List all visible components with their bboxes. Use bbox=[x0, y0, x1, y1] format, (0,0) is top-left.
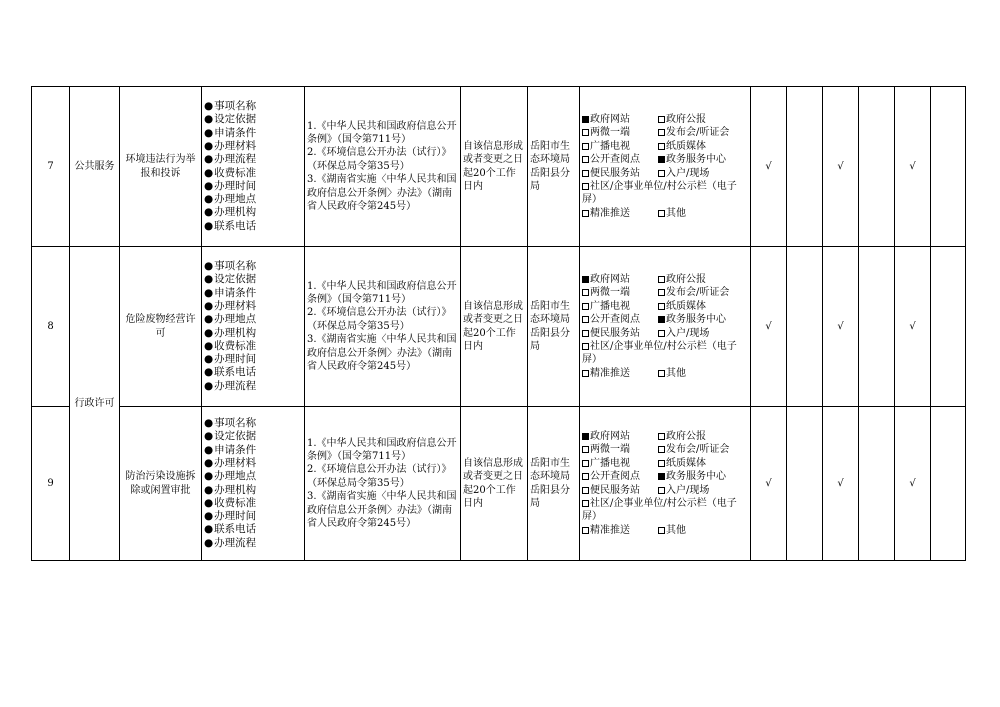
channel-label: 公开查阅点 bbox=[590, 471, 640, 483]
channel-row bbox=[582, 113, 748, 126]
check-cell: √ bbox=[751, 407, 787, 561]
table-row bbox=[32, 87, 966, 247]
element-list bbox=[204, 417, 302, 550]
empty-box-icon[interactable] bbox=[658, 370, 665, 377]
channel-label: 入户/现场 bbox=[666, 484, 710, 496]
element-item: ● 申请条件 bbox=[204, 127, 302, 140]
channel-label: 精准推送 bbox=[590, 367, 630, 379]
empty-box-icon[interactable] bbox=[582, 527, 589, 534]
disclosure-channels bbox=[580, 247, 751, 407]
channel-row bbox=[582, 207, 748, 220]
channel-label: 纸质媒体 bbox=[666, 457, 706, 469]
disclosure-subject: 岳阳市生态环境局岳阳县分局 bbox=[528, 407, 580, 561]
channel-label: 入户/现场 bbox=[666, 167, 710, 179]
channel-label: 广播电视 bbox=[590, 457, 630, 469]
check-cell: √ bbox=[751, 87, 787, 247]
channel-label: 其他 bbox=[666, 207, 686, 219]
channel-label: 纸质媒体 bbox=[666, 140, 706, 152]
channel-option[interactable] bbox=[658, 470, 726, 483]
element-item: ● 办理机构 bbox=[204, 206, 302, 219]
channel-label: 政府公报 bbox=[666, 273, 706, 285]
empty-box-icon[interactable] bbox=[582, 129, 589, 136]
element-item: ● 申请条件 bbox=[204, 287, 302, 300]
channel-option[interactable] bbox=[582, 140, 658, 153]
channel-option[interactable] bbox=[658, 484, 709, 497]
element-item: ● 办理材料 bbox=[204, 140, 302, 153]
channel-row bbox=[582, 430, 748, 443]
channel-row bbox=[582, 273, 748, 286]
empty-box-icon[interactable] bbox=[582, 330, 589, 337]
empty-box-icon[interactable] bbox=[582, 370, 589, 377]
row-number: 7 bbox=[32, 87, 70, 247]
check-cell: √ bbox=[895, 247, 931, 407]
element-item: ● 办理流程 bbox=[204, 380, 302, 393]
channel-option[interactable] bbox=[582, 273, 658, 286]
channel-option[interactable] bbox=[582, 181, 737, 205]
row-number: 9 bbox=[32, 407, 70, 561]
channel-row bbox=[582, 167, 748, 180]
channel-option[interactable] bbox=[658, 140, 706, 153]
channel-option[interactable] bbox=[658, 443, 729, 456]
channel-label: 便民服务站 bbox=[590, 327, 640, 339]
empty-box-icon[interactable] bbox=[582, 500, 589, 507]
empty-box-icon[interactable] bbox=[658, 276, 665, 283]
element-item: ● 设定依据 bbox=[204, 273, 302, 286]
channel-option[interactable] bbox=[582, 367, 658, 380]
check-cell bbox=[787, 87, 823, 247]
empty-box-icon[interactable] bbox=[658, 129, 665, 136]
basis-line: 1.《中华人民共和国政府信息公开条例》（国令第711号） bbox=[307, 437, 457, 462]
disclosure-elements bbox=[202, 247, 305, 407]
empty-box-icon[interactable] bbox=[658, 487, 665, 494]
category-cell: 公共服务 bbox=[70, 87, 120, 247]
channel-option[interactable] bbox=[582, 457, 658, 470]
element-item: ● 办理材料 bbox=[204, 457, 302, 470]
channel-option[interactable] bbox=[582, 207, 658, 220]
basis-line: 3.《湖南省实施〈中华人民共和国政府信息公开条例〉办法》（湖南省人民政府令第245号） bbox=[307, 174, 457, 213]
empty-box-icon[interactable] bbox=[658, 289, 665, 296]
channel-label: 社区/企事业单位/村公示栏（电子屏） bbox=[582, 340, 737, 366]
check-cell bbox=[931, 87, 966, 247]
basis-line: 1.《中华人民共和国政府信息公开条例》（国令第711号） bbox=[307, 280, 457, 305]
channel-row bbox=[582, 327, 748, 340]
check-cell: √ bbox=[823, 407, 859, 561]
check-cell bbox=[859, 87, 895, 247]
channel-option[interactable] bbox=[658, 300, 706, 313]
empty-box-icon[interactable] bbox=[658, 303, 665, 310]
channel-option[interactable] bbox=[582, 126, 658, 139]
channel-label: 社区/企事业单位/村公示栏（电子屏） bbox=[582, 180, 737, 206]
basis-line: 2.《环境信息公开办法（试行）》（环保总局令第35号） bbox=[307, 464, 452, 489]
channel-row bbox=[582, 497, 748, 524]
empty-box-icon[interactable] bbox=[658, 143, 665, 150]
empty-box-icon[interactable] bbox=[582, 289, 589, 296]
channel-row bbox=[582, 140, 748, 153]
empty-box-icon[interactable] bbox=[582, 210, 589, 217]
element-item: ● 办理机构 bbox=[204, 327, 302, 340]
channel-row bbox=[582, 313, 748, 326]
disclosure-channels bbox=[580, 87, 751, 247]
check-cell bbox=[787, 247, 823, 407]
element-item: ● 办理时间 bbox=[204, 180, 302, 193]
item-name: 防治污染设施拆除或闲置审批 bbox=[120, 407, 202, 561]
empty-box-icon[interactable] bbox=[582, 446, 589, 453]
empty-box-icon[interactable] bbox=[582, 343, 589, 350]
element-item: ● 申请条件 bbox=[204, 444, 302, 457]
channel-option[interactable] bbox=[658, 207, 686, 220]
channel-option[interactable] bbox=[658, 167, 709, 180]
category-cell-merged: 行政许可 bbox=[70, 247, 120, 561]
empty-box-icon[interactable] bbox=[658, 527, 665, 534]
channel-option[interactable] bbox=[658, 113, 706, 126]
element-item: ● 联系电话 bbox=[204, 220, 302, 233]
channel-option[interactable] bbox=[658, 524, 686, 537]
element-item: ● 联系电话 bbox=[204, 366, 302, 379]
channel-row bbox=[582, 300, 748, 313]
channel-label: 纸质媒体 bbox=[666, 300, 706, 312]
channel-label: 便民服务站 bbox=[590, 484, 640, 496]
channel-option[interactable] bbox=[582, 341, 737, 365]
check-cell: √ bbox=[823, 87, 859, 247]
disclosure-basis bbox=[305, 407, 461, 561]
empty-box-icon[interactable] bbox=[658, 170, 665, 177]
disclosure-time: 自该信息形成或者变更之日起20个工作日内 bbox=[461, 247, 528, 407]
basis-line: 1.《中华人民共和国政府信息公开条例》（国令第711号） bbox=[307, 120, 457, 145]
channel-label: 政务服务中心 bbox=[666, 471, 726, 483]
disclosure-channels bbox=[580, 407, 751, 561]
disclosure-elements bbox=[202, 407, 305, 561]
channel-label: 发布会/听证会 bbox=[666, 444, 730, 456]
channel-option[interactable] bbox=[582, 484, 658, 497]
check-cell bbox=[859, 407, 895, 561]
item-name: 环境违法行为举报和投诉 bbox=[120, 87, 202, 247]
channel-option[interactable] bbox=[582, 300, 658, 313]
channel-label: 政府网站 bbox=[590, 273, 630, 285]
check-cell: √ bbox=[751, 247, 787, 407]
element-item: ● 办理流程 bbox=[204, 153, 302, 166]
element-item: ● 事项名称 bbox=[204, 417, 302, 430]
channel-option[interactable] bbox=[658, 286, 729, 299]
basis-line: 3.《湖南省实施〈中华人民共和国政府信息公开条例〉办法》（湖南省人民政府令第245号） bbox=[307, 491, 457, 530]
checked-box-icon[interactable] bbox=[582, 116, 589, 123]
channel-option[interactable] bbox=[658, 457, 706, 470]
channel-row bbox=[582, 153, 748, 166]
check-cell bbox=[931, 247, 966, 407]
check-cell bbox=[859, 247, 895, 407]
element-item: ● 办理地点 bbox=[204, 470, 302, 483]
empty-box-icon[interactable] bbox=[658, 446, 665, 453]
channel-label: 两微一端 bbox=[590, 127, 630, 139]
channel-row bbox=[582, 286, 748, 299]
element-item: ● 设定依据 bbox=[204, 430, 302, 443]
channel-row bbox=[582, 367, 748, 380]
basis-line: 3.《湖南省实施〈中华人民共和国政府信息公开条例〉办法》（湖南省人民政府令第245号） bbox=[307, 334, 457, 373]
channel-label: 广播电视 bbox=[590, 140, 630, 152]
channel-label: 其他 bbox=[666, 524, 686, 536]
table-row bbox=[32, 247, 966, 407]
channel-label: 政务服务中心 bbox=[666, 314, 726, 326]
channel-label: 政府网站 bbox=[590, 430, 630, 442]
disclosure-basis bbox=[305, 87, 461, 247]
channel-option[interactable] bbox=[582, 113, 658, 126]
channel-row bbox=[582, 126, 748, 139]
channel-label: 两微一端 bbox=[590, 444, 630, 456]
element-item: ● 联系电话 bbox=[204, 523, 302, 536]
disclosure-subject: 岳阳市生态环境局岳阳县分局 bbox=[528, 87, 580, 247]
channel-label: 精准推送 bbox=[590, 207, 630, 219]
empty-box-icon[interactable] bbox=[582, 460, 589, 467]
channel-option[interactable] bbox=[582, 470, 658, 483]
channel-row bbox=[582, 443, 748, 456]
checked-box-icon[interactable] bbox=[658, 473, 665, 480]
channel-option[interactable] bbox=[658, 327, 709, 340]
element-item: ● 设定依据 bbox=[204, 113, 302, 126]
channel-option[interactable] bbox=[658, 273, 706, 286]
channel-row bbox=[582, 340, 748, 367]
element-item: ● 办理时间 bbox=[204, 353, 302, 366]
basis-line: 2.《环境信息公开办法（试行）》（环保总局令第35号） bbox=[307, 147, 452, 172]
channel-label: 发布会/听证会 bbox=[666, 127, 730, 139]
channel-label: 政务服务中心 bbox=[666, 154, 726, 166]
empty-box-icon[interactable] bbox=[582, 156, 589, 163]
channel-label: 两微一端 bbox=[590, 287, 630, 299]
channel-option[interactable] bbox=[658, 430, 706, 443]
element-item: ● 办理时间 bbox=[204, 510, 302, 523]
disclosure-elements bbox=[202, 87, 305, 247]
empty-box-icon[interactable] bbox=[582, 487, 589, 494]
item-name: 危险废物经营许可 bbox=[120, 247, 202, 407]
channel-option[interactable] bbox=[582, 167, 658, 180]
element-item: ● 办理地点 bbox=[204, 193, 302, 206]
disclosure-subject: 岳阳市生态环境局岳阳县分局 bbox=[528, 247, 580, 407]
channel-label: 政府网站 bbox=[590, 113, 630, 125]
checked-box-icon[interactable] bbox=[658, 156, 665, 163]
element-item: ● 收费标准 bbox=[204, 167, 302, 180]
channel-label: 入户/现场 bbox=[666, 327, 710, 339]
element-item: ● 收费标准 bbox=[204, 340, 302, 353]
check-cell: √ bbox=[895, 87, 931, 247]
empty-box-icon[interactable] bbox=[582, 316, 589, 323]
channel-row bbox=[582, 484, 748, 497]
channel-label: 公开查阅点 bbox=[590, 314, 640, 326]
empty-box-icon[interactable] bbox=[582, 183, 589, 190]
channel-label: 发布会/听证会 bbox=[666, 287, 730, 299]
channel-label: 政府公报 bbox=[666, 113, 706, 125]
element-list bbox=[204, 260, 302, 393]
empty-box-icon[interactable] bbox=[658, 433, 665, 440]
checked-box-icon[interactable] bbox=[658, 316, 665, 323]
disclosure-basis bbox=[305, 247, 461, 407]
channel-label: 广播电视 bbox=[590, 300, 630, 312]
empty-box-icon[interactable] bbox=[582, 143, 589, 150]
element-item: ● 办理地点 bbox=[204, 313, 302, 326]
check-cell: √ bbox=[823, 247, 859, 407]
row-number: 8 bbox=[32, 247, 70, 407]
channel-option[interactable] bbox=[658, 126, 729, 139]
element-item: ● 事项名称 bbox=[204, 260, 302, 273]
disclosure-time: 自该信息形成或者变更之日起20个工作日内 bbox=[461, 87, 528, 247]
empty-box-icon[interactable] bbox=[582, 303, 589, 310]
channel-option[interactable] bbox=[658, 313, 726, 326]
empty-box-icon[interactable] bbox=[658, 116, 665, 123]
check-cell: √ bbox=[895, 407, 931, 561]
channel-label: 便民服务站 bbox=[590, 167, 640, 179]
channel-row bbox=[582, 524, 748, 537]
channel-row bbox=[582, 457, 748, 470]
channel-option[interactable] bbox=[658, 367, 686, 380]
empty-box-icon[interactable] bbox=[658, 460, 665, 467]
channel-option[interactable] bbox=[582, 327, 658, 340]
channel-option[interactable] bbox=[582, 498, 737, 522]
channel-option[interactable] bbox=[582, 443, 658, 456]
element-list bbox=[204, 100, 302, 233]
check-cell bbox=[787, 407, 823, 561]
checked-box-icon[interactable] bbox=[582, 433, 589, 440]
channel-row bbox=[582, 180, 748, 207]
element-item: ● 办理材料 bbox=[204, 300, 302, 313]
channel-label: 公开查阅点 bbox=[590, 154, 640, 166]
element-item: ● 收费标准 bbox=[204, 497, 302, 510]
channel-label: 政府公报 bbox=[666, 430, 706, 442]
channel-option[interactable] bbox=[582, 313, 658, 326]
checked-box-icon[interactable] bbox=[582, 276, 589, 283]
channel-option[interactable] bbox=[658, 153, 726, 166]
disclosure-time: 自该信息形成或者变更之日起20个工作日内 bbox=[461, 407, 528, 561]
channel-option[interactable] bbox=[582, 430, 658, 443]
empty-box-icon[interactable] bbox=[658, 210, 665, 217]
channel-option[interactable] bbox=[582, 524, 658, 537]
basis-line: 2.《环境信息公开办法（试行）》（环保总局令第35号） bbox=[307, 307, 452, 332]
check-cell bbox=[931, 407, 966, 561]
element-item: ● 事项名称 bbox=[204, 100, 302, 113]
channel-label: 精准推送 bbox=[590, 524, 630, 536]
element-item: ● 办理流程 bbox=[204, 537, 302, 550]
element-item: ● 办理机构 bbox=[204, 484, 302, 497]
table-row bbox=[32, 407, 966, 561]
channel-label: 其他 bbox=[666, 367, 686, 379]
empty-box-icon[interactable] bbox=[582, 170, 589, 177]
disclosure-table bbox=[31, 86, 966, 561]
channel-option[interactable] bbox=[582, 153, 658, 166]
empty-box-icon[interactable] bbox=[658, 330, 665, 337]
empty-box-icon[interactable] bbox=[582, 473, 589, 480]
channel-option[interactable] bbox=[582, 286, 658, 299]
channel-label: 社区/企事业单位/村公示栏（电子屏） bbox=[582, 497, 737, 523]
channel-row bbox=[582, 470, 748, 483]
